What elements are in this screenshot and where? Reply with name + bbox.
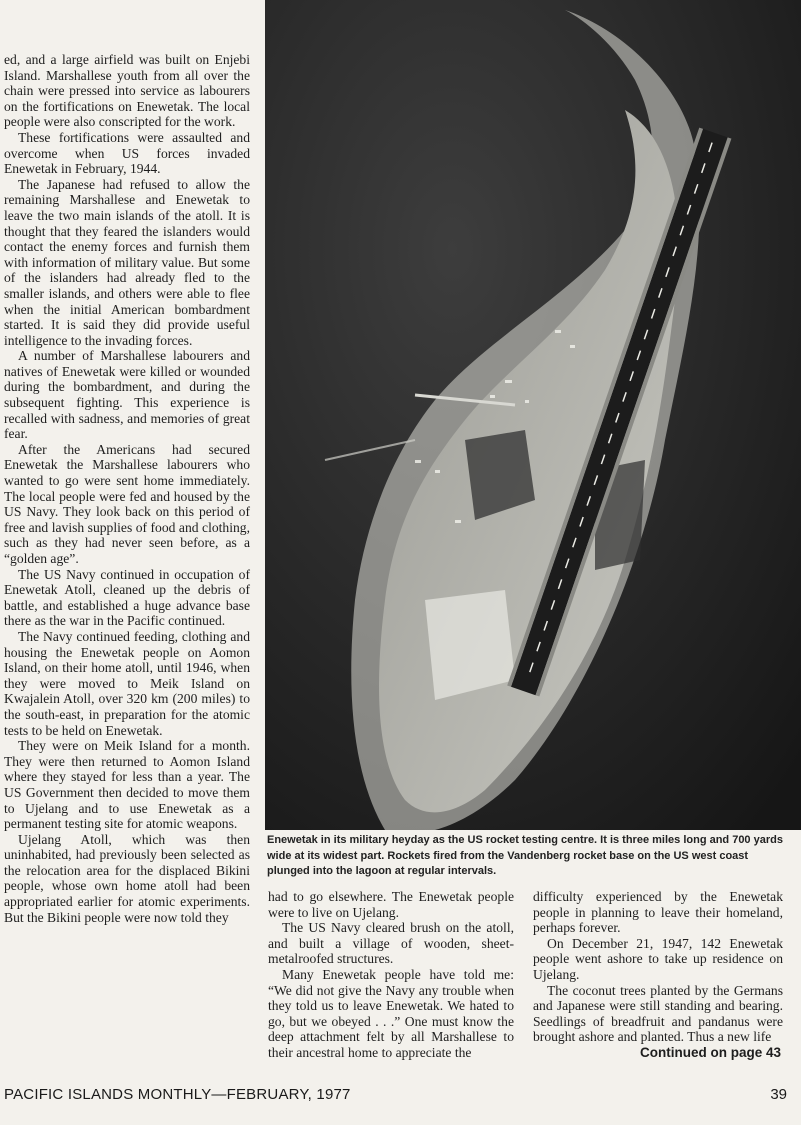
article-paragraph: difficulty experienced by the Enewetak people in planning to leave their homeland, perhaps forever. <box>533 889 783 936</box>
article-paragraph: The US Navy continued in occupation of Enewetak Atoll, cleaned up the debris of battle, and established a huge advance base there as the war in the Pacific continued. <box>4 566 250 629</box>
article-paragraph: ed, and a large airfield was built on Enjebi Island. Marshallese youth from all over the chain were pressed into service as labourers on the fortifications on Enewetak. The local people were also conscripted for the work. <box>4 52 250 130</box>
article-paragraph: On December 21, 1947, 142 Enewetak people went ashore to take up residence on Ujelang. <box>533 935 783 982</box>
article-paragraph: After the Americans had secured Enewetak the Marshallese labourers who wanted to go were sent home immediately. The local people were fed and housed by the US Navy. They look back on this period of free and lavish supplies of food and clothing, such as they had never seen before, as a “golden age”. <box>4 441 250 566</box>
article-paragraph: Many Enewetak people have told me: “We did not give the Navy any trouble when they told us to leave Enewetak. We hated to go, but we obeyed . . .” One must know the deep attachment felt by all Marshallese to their ancestral home to appreciate the <box>268 966 514 1060</box>
article-paragraph: Ujelang Atoll, which was then uninhabited, had previously been selected as the relocation area for the displaced Bikini people, whose own home atoll had been appropriated earlier for atomic experiments. But the Bikini people were now told they <box>4 831 250 925</box>
page-number: 39 <box>770 1086 787 1103</box>
article-paragraph: The Navy continued feeding, clothing and housing the Enewetak people on Aomon Island, on their home atoll, until 1946, when they were moved to Meik Island on Kwajalein Atoll, over 320 km (200 miles) to the south-east, in preparation for the atomic tests to be held on Enewetak. <box>4 628 250 738</box>
photo-caption: Enewetak in its military heyday as the US rocket testing centre. It is three miles long and 700 yards wide at its widest part. Rockets fired from the Vandenberg rocket base on the US west coast plunged into the lagoon at regular intervals. <box>267 834 783 877</box>
article-right-column <box>533 889 783 1061</box>
article-paragraph: These fortifications were assaulted and overcome when US forces invaded Enewetak in February, 1944. <box>4 129 250 177</box>
article-paragraph: The coconut trees planted by the Germans and Japanese were still standing and bearing. Seedlings of breadfruit and pandanus were brought ashore and planted. Thus a new life <box>533 982 783 1045</box>
article-paragraph: They were on Meik Island for a month. They were then returned to Aomon Island where they stayed for less than a year. The US Government then decided to move them to Ujelang and to use Enewetak as a permanent testing site for atomic weapons. <box>4 738 250 832</box>
aerial-photo-enewetak <box>265 0 801 830</box>
article-middle-column <box>268 889 514 1061</box>
continued-on-page-link[interactable]: Continued on page 43 <box>639 1044 781 1060</box>
article-left-column <box>4 52 250 925</box>
aerial-photo-illustration <box>265 0 801 830</box>
article-paragraph: The US Navy cleared brush on the atoll, and built a village of wooden, sheet-metalroofed structures. <box>268 920 514 967</box>
article-paragraph: had to go elsewhere. The Enewetak people were to live on Ujelang. <box>268 889 514 920</box>
article-paragraph: A number of Marshallese labourers and natives of Enewetak were killed or wounded during the bombardment, and during the subsequent fighting. This experience is recalled with sadness, and memories of great fear. <box>4 348 250 442</box>
publication-footer: PACIFIC ISLANDS MONTHLY—FEBRUARY, 1977 <box>4 1086 351 1103</box>
article-paragraph: The Japanese had refused to allow the remaining Marshallese and Enewetak to leave the two main islands of the atoll. It is thought that they feared the islanders would contact the enemy forces and furnish them with information of military value. But some of the islanders had already fled to the smaller islands, and others were able to flee when the initial American bombardment started. It is said they did provide useful intelligence to the invading forces. <box>4 176 250 348</box>
